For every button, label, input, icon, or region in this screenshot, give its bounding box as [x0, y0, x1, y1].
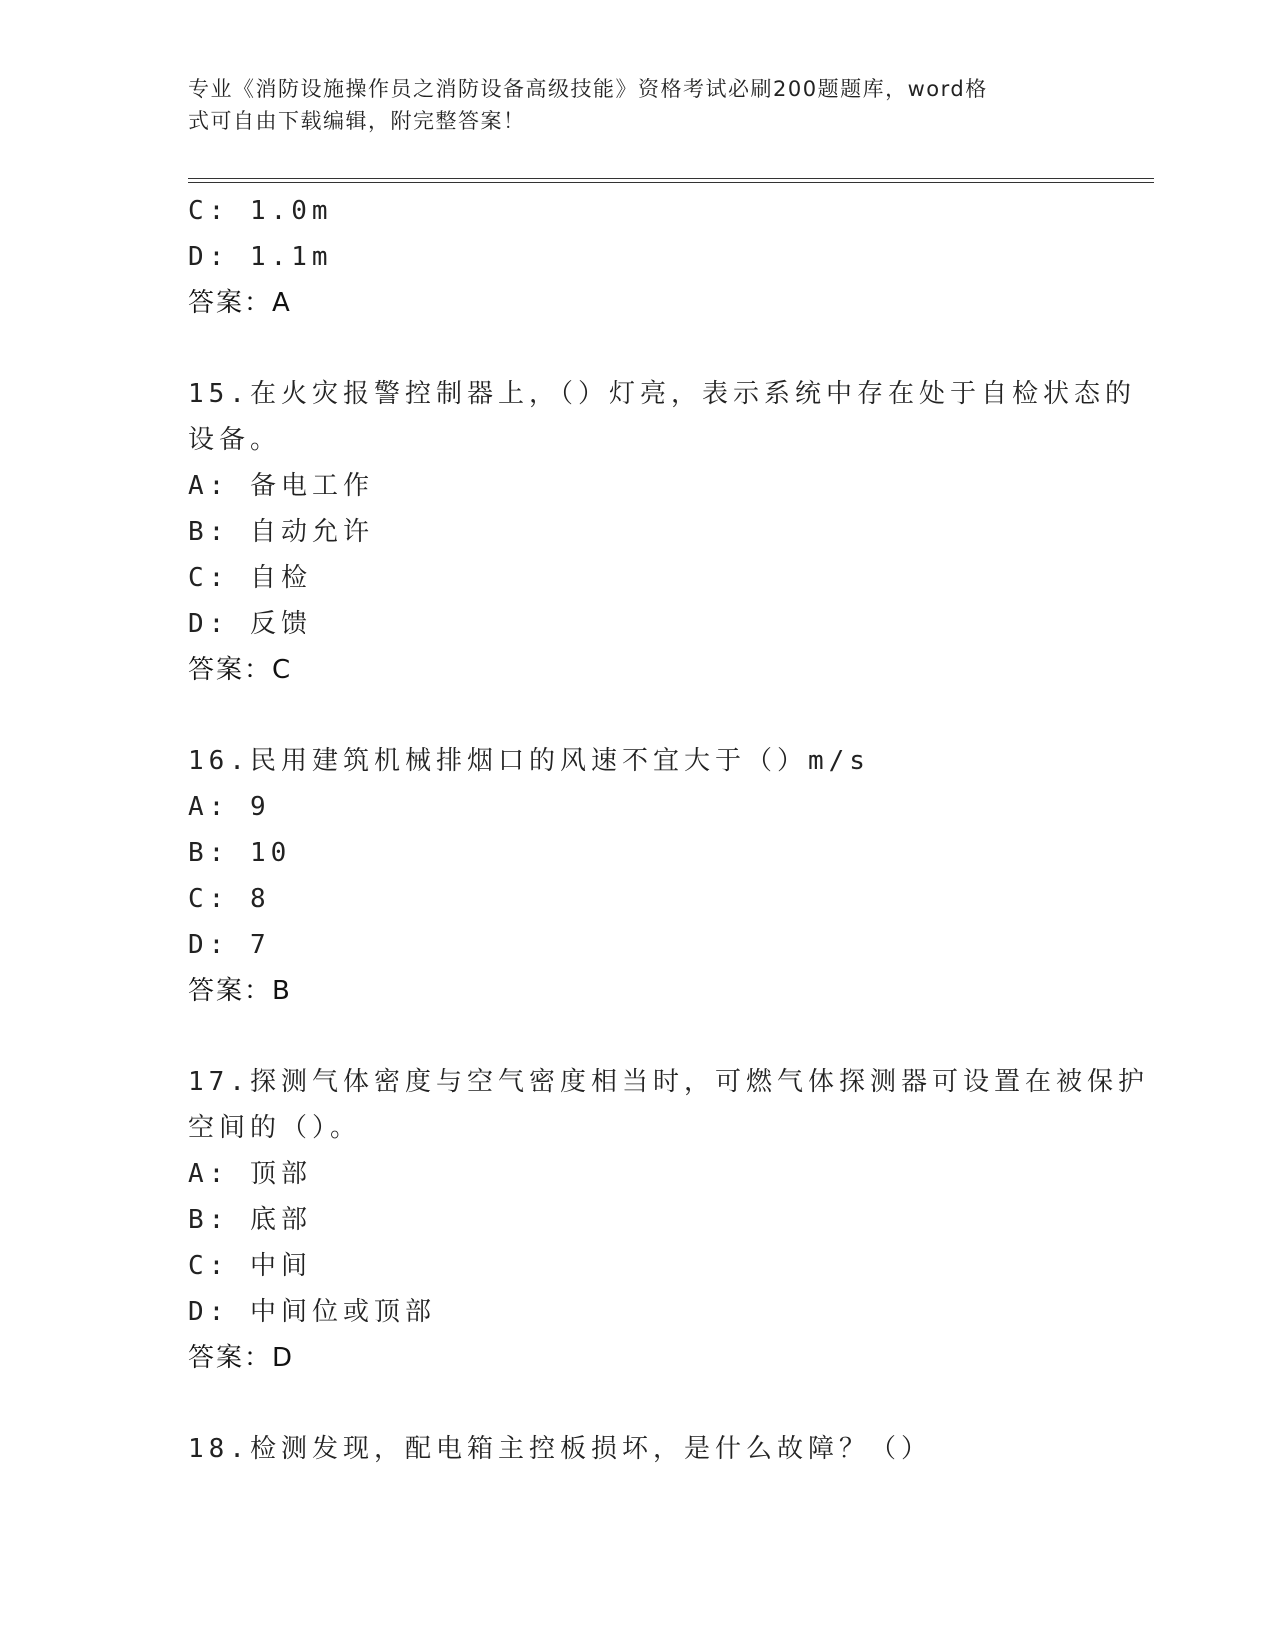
option-b: B: 自动允许	[188, 517, 374, 547]
spacer	[188, 1014, 1088, 1059]
answer-line: 答案：C	[188, 655, 293, 685]
option-a: A: 备电工作	[188, 471, 374, 501]
question-list	[188, 188, 1149, 1472]
question-stem-line: 空间的（）。	[188, 1113, 362, 1143]
option-a: A: 9	[188, 792, 271, 822]
question-17	[188, 1059, 1149, 1381]
option-c: C: 8	[188, 884, 271, 914]
option-d: D: 7	[188, 930, 271, 960]
answer-line: 答案：D	[188, 1343, 295, 1373]
question-16	[188, 738, 1088, 1014]
header-line-2: 式可自由下载编辑，附完整答案！	[188, 109, 526, 133]
option-c: C: 自检	[188, 563, 312, 593]
spacer	[188, 1381, 1088, 1426]
question-stem-line: 16.民用建筑机械排烟口的风速不宜大于（）m/s	[188, 746, 870, 776]
question-stem-line: 设备。	[188, 425, 282, 455]
option-a: A: 顶部	[188, 1159, 312, 1189]
header-line-1: 专业《消防设施操作员之消防设备高级技能》资格考试必刷200题题库，word格	[188, 77, 988, 101]
document-header	[188, 73, 1068, 137]
question-14-continued	[188, 188, 1088, 326]
option-c: C: 中间	[188, 1251, 312, 1281]
option-d: D: 反馈	[188, 609, 312, 639]
answer-line: 答案：B	[188, 976, 292, 1006]
option-b: B: 10	[188, 838, 292, 868]
header-divider-top	[188, 178, 1154, 179]
spacer	[188, 326, 1088, 371]
spacer	[188, 693, 1088, 738]
question-stem-line: 17.探测气体密度与空气密度相当时，可燃气体探测器可设置在被保护	[188, 1067, 1149, 1097]
option-d: D: 中间位或顶部	[188, 1297, 436, 1327]
question-stem-line: 18.检测发现，配电箱主控板损坏，是什么故障？（）	[188, 1434, 932, 1464]
question-18	[188, 1426, 1088, 1472]
header-divider-bottom	[188, 182, 1154, 183]
option-b: B: 底部	[188, 1205, 312, 1235]
option-c: C: 1.0m	[188, 196, 333, 226]
option-d: D: 1.1m	[188, 242, 333, 272]
question-15	[188, 371, 1136, 693]
question-stem-line: 15.在火灾报警控制器上，（）灯亮，表示系统中存在处于自检状态的	[188, 379, 1136, 409]
answer-line: 答案：A	[188, 288, 292, 318]
